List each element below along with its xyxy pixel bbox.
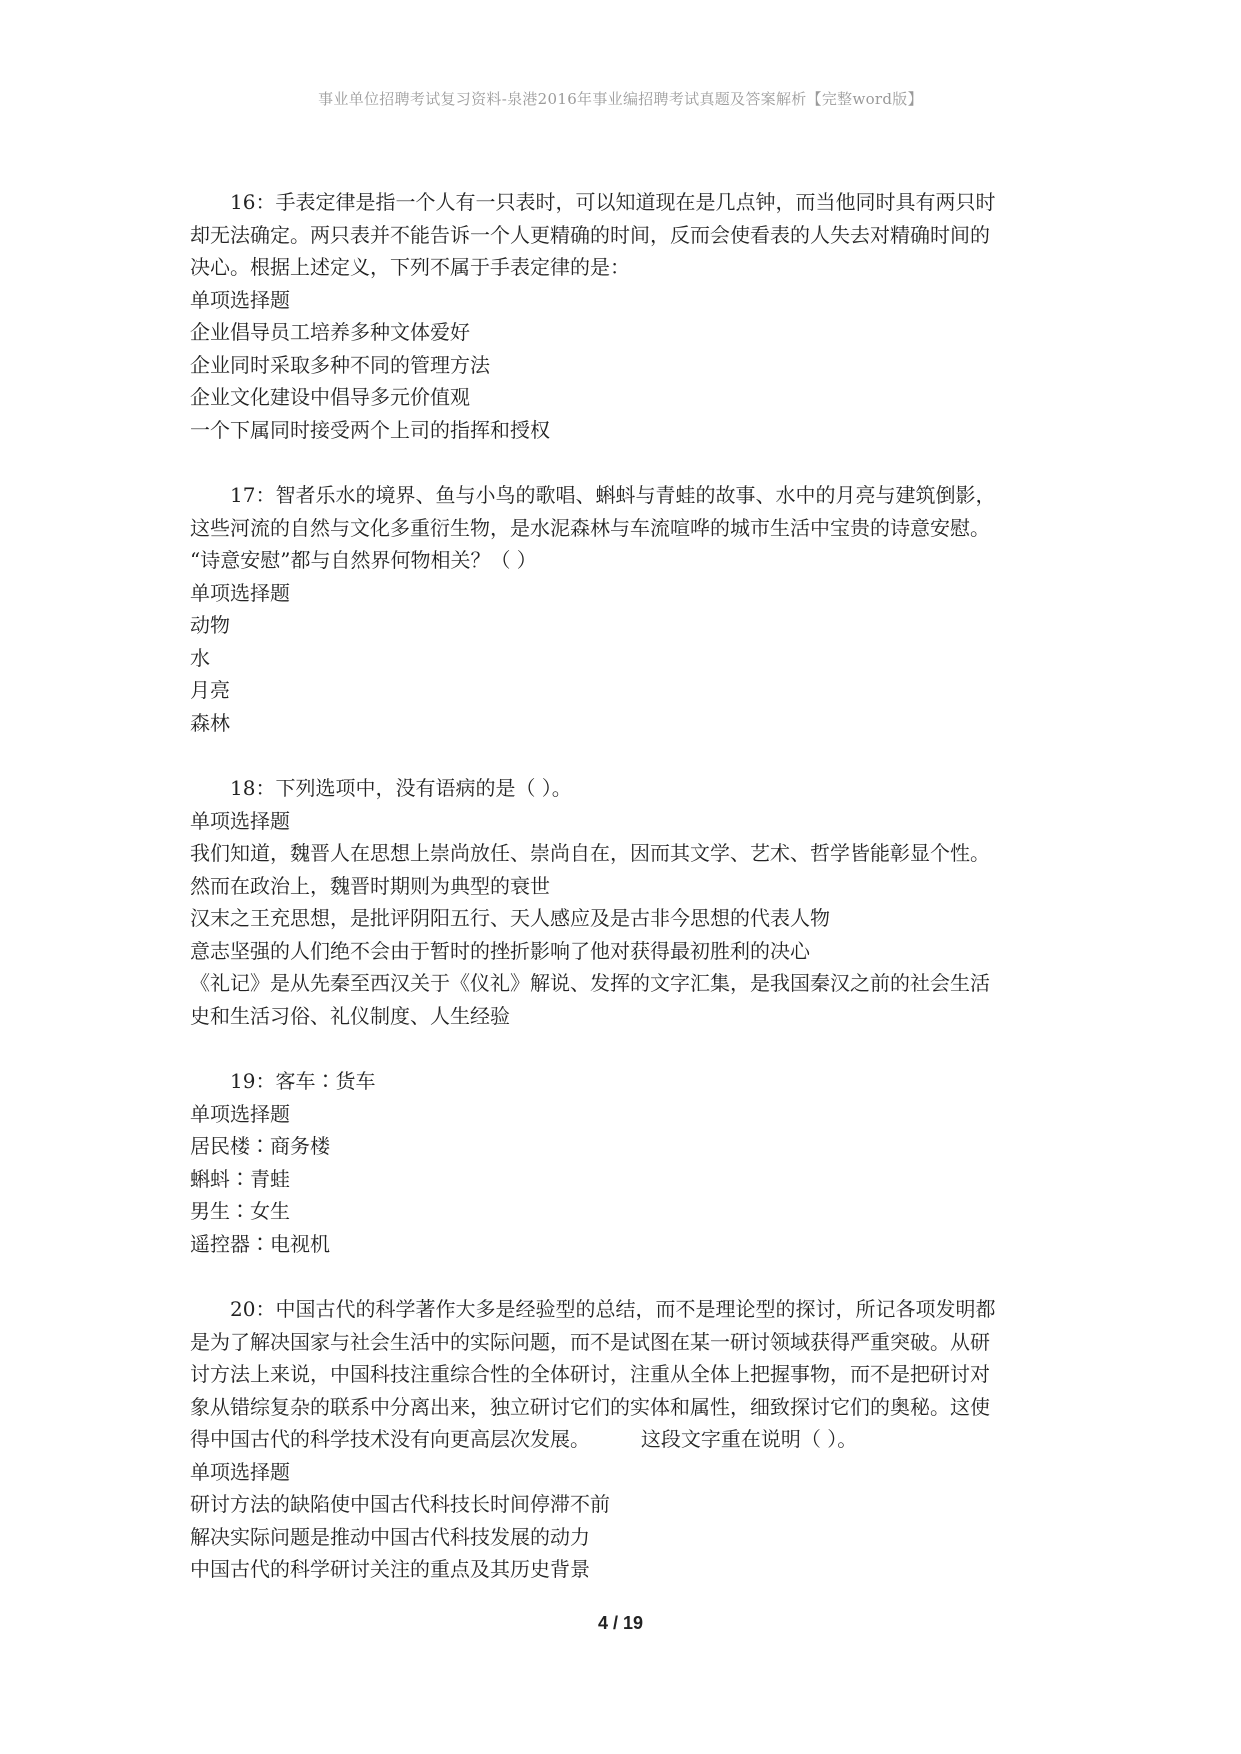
question-16 [190, 186, 1070, 446]
question-stem: 16：手表定律是指一个人有一只表时，可以知道现在是几点钟，而当他同时具有两只时 [230, 190, 996, 214]
question-stem: 19：客车∶货车 [230, 1069, 376, 1093]
question-stem: 讨方法上来说，中国科技注重综合性的全体研讨，注重从全体上把握事物，而不是把研讨对 [190, 1362, 990, 1386]
question-type-label: 单项选择题 [190, 287, 290, 312]
question-stem: 象从错综复杂的联系中分离出来，独立研讨它们的实体和属性，细致探讨它们的奥秘。这使 [190, 1394, 990, 1419]
answer-option: 然而在政治上，魏晋时期则为典型的衰世 [190, 873, 550, 898]
answer-option: 汉末之王充思想，是批评阴阳五行、天人感应及是古非今思想的代表人物 [190, 906, 830, 930]
answer-option: 月亮 [190, 678, 230, 702]
question-20 [190, 1293, 1070, 1586]
question-stem: 却无法确定。两只表并不能告诉一个人更精确的时间，反而会使看表的人失去对精确时间的 [190, 222, 990, 247]
question-19 [190, 1065, 1070, 1260]
answer-option: 企业倡导员工培养多种文体爱好 [190, 320, 470, 344]
page-header: 事业单位招聘考试复习资料-泉港2016年事业编招聘考试真题及答案解析【完整word版】 [318, 90, 923, 108]
answer-option: 居民楼∶商务楼 [190, 1134, 330, 1158]
answer-option: 森林 [190, 710, 230, 735]
question-17 [190, 479, 1070, 739]
question-stem: 得中国古代的科学技术没有向更高层次发展。 这段文字重在说明（ ）。 [190, 1427, 858, 1451]
answer-option: 中国古代的科学研讨关注的重点及其历史背景 [190, 1557, 590, 1581]
question-18 [190, 772, 1070, 1032]
answer-option: 企业同时采取多种不同的管理方法 [190, 352, 490, 377]
question-stem: “诗意安慰”都与自然界何物相关？（ ） [190, 548, 537, 572]
answer-option: 研讨方法的缺陷使中国古代科技长时间停滞不前 [190, 1492, 610, 1516]
question-type-label: 单项选择题 [190, 580, 290, 605]
answer-option: 一个下属同时接受两个上司的指挥和授权 [190, 417, 550, 442]
answer-option: 企业文化建设中倡导多元价值观 [190, 385, 470, 409]
answer-option: 解决实际问题是推动中国古代科技发展的动力 [190, 1524, 590, 1549]
question-type-label: 单项选择题 [190, 808, 290, 833]
question-type-label: 单项选择题 [190, 1101, 290, 1126]
answer-option: 男生∶女生 [190, 1199, 290, 1223]
answer-option: 我们知道，魏晋人在思想上崇尚放任、崇尚自在，因而其文学、艺术、哲学皆能彰显个性。 [190, 841, 990, 865]
answer-option: 史和生活习俗、礼仪制度、人生经验 [190, 1003, 510, 1028]
document-body [190, 186, 1070, 1619]
question-stem: 这些河流的自然与文化多重衍生物，是水泥森林与车流喧哗的城市生活中宝贵的诗意安慰。 [190, 515, 990, 540]
answer-option: 蝌蚪∶青蛙 [190, 1166, 290, 1191]
question-stem: 20：中国古代的科学著作大多是经验型的总结，而不是理论型的探讨，所记各项发明都 [230, 1297, 996, 1321]
question-type-label: 单项选择题 [190, 1459, 290, 1484]
question-stem: 决心。根据上述定义，下列不属于手表定律的是： [190, 255, 630, 279]
answer-option: 遥控器∶电视机 [190, 1231, 330, 1256]
answer-option: 水 [190, 645, 210, 670]
answer-option: 《礼记》是从先秦至西汉关于《仪礼》解说、发挥的文字汇集，是我国秦汉之前的社会生活 [190, 971, 990, 995]
question-stem: 18：下列选项中，没有语病的是（ ）。 [230, 776, 572, 800]
answer-option: 动物 [190, 613, 230, 637]
answer-option: 意志坚强的人们绝不会由于暂时的挫折影响了他对获得最初胜利的决心 [190, 938, 810, 963]
question-stem: 17：智者乐水的境界、鱼与小鸟的歌唱、蝌蚪与青蛙的故事、水中的月亮与建筑倒影， [230, 483, 996, 507]
question-stem: 是为了解决国家与社会生活中的实际问题，而不是试图在某一研讨领域获得严重突破。从研 [190, 1329, 990, 1354]
page-number: 4 / 19 [597, 1613, 644, 1633]
